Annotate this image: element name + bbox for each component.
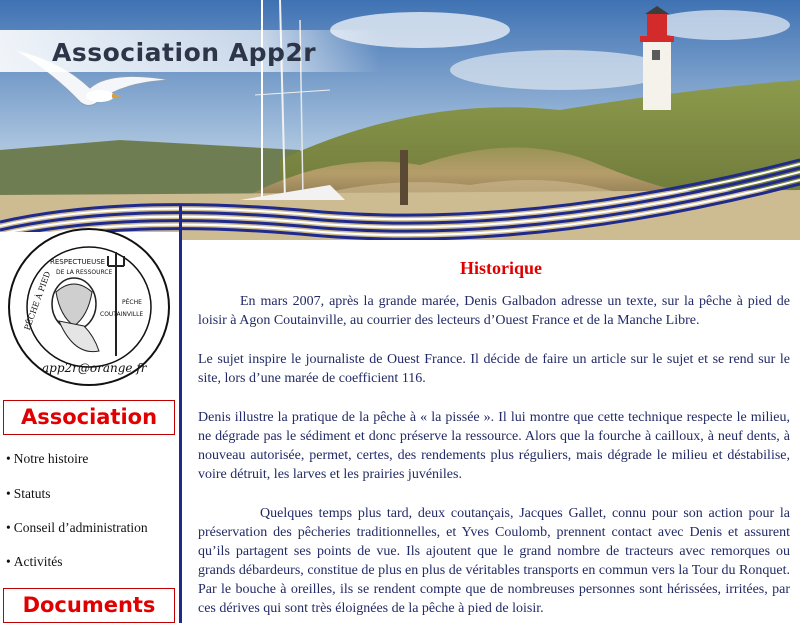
logo-ring-text-left: PÊCHE À PIED	[22, 270, 53, 332]
main-content	[198, 258, 790, 638]
logo-ring-text-mid: DE LA RESSOURCE	[56, 269, 113, 276]
documents-section-title: Documents	[3, 588, 175, 623]
banner-landscape-image	[0, 0, 800, 240]
sidebar-item-conseil[interactable]	[6, 520, 148, 536]
sidebar-divider	[179, 205, 182, 623]
header-banner	[0, 0, 800, 240]
paragraph: En mars 2007, après la grande marée, Denis Galbadon adresse un texte, sur la pêche à pied de loisir à Agon Coutainville, au courrier des lecteurs d’Ouest France et de la Manche Libre.	[198, 294, 790, 328]
logo-inner-text-1: PÊCHE	[122, 299, 142, 306]
sidebar-item-notre-histoire[interactable]	[6, 451, 88, 467]
association-section-title: Association	[3, 400, 175, 435]
bullet-icon: •	[6, 520, 11, 535]
paragraph: Denis illustre la pratique de la pêche à « la pissée ». Il lui montre que cette technique respecte le milieu, ne dégrade pas le sédiment et donc préserve la ressource. Alors que la fourche à cailloux, à neuf dents, à nouveau autorisée, permet, certes, des rendements plus réguliers, mais dégrade le milieu et déstabilise, voire détruit, les larves et les prairies juvéniles.	[198, 410, 790, 482]
logo-ring-text-top: RESPECTUEUSE	[50, 258, 106, 266]
bullet-icon: •	[6, 554, 11, 569]
bullet-icon: •	[6, 486, 11, 501]
association-logo	[4, 226, 174, 388]
sidebar-item-label: Activités	[13, 554, 63, 569]
paragraph: Le sujet inspire le journaliste de Ouest France. Il décide de faire un article sur le sujet et se rend sur le site, lors d’une marée de coefficient 116.	[198, 352, 790, 386]
sidebar-item-statuts[interactable]	[6, 486, 51, 502]
logo-inner-text-2: COUTAINVILLE	[100, 311, 144, 318]
page-title: Historique	[459, 258, 542, 278]
sidebar-item-label: Conseil d’administration	[13, 520, 148, 535]
site-title: Association App2r	[52, 38, 317, 67]
sidebar-item-activites[interactable]	[6, 554, 62, 570]
paragraph: Quelques temps plus tard, deux coutançais, Jacques Gallet, connu pour son action pour la préservation des pêcheries traditionnelles, et Yves Coulomb, prennent contact avec Denis et assurent qu’ils partagent ses points de vue. Ils ajoutent que le grand nombre de tracteurs avec remorques ou grands débardeurs, constitue de plus en plus de véritables transports en commun vers la Tour du Ronquet. Par le bouche à oreilles, ils se rendent compte que de nombreuses personnes sont hérissées, irritées, par ces dérives qui sont très éloignées de la pêche à pied de loisir.	[198, 506, 790, 616]
sidebar-item-label: Statuts	[13, 486, 51, 501]
bullet-icon: •	[6, 451, 11, 466]
sidebar-item-label: Notre histoire	[13, 451, 89, 466]
logo-email: app2r@orange.fr	[42, 361, 147, 375]
